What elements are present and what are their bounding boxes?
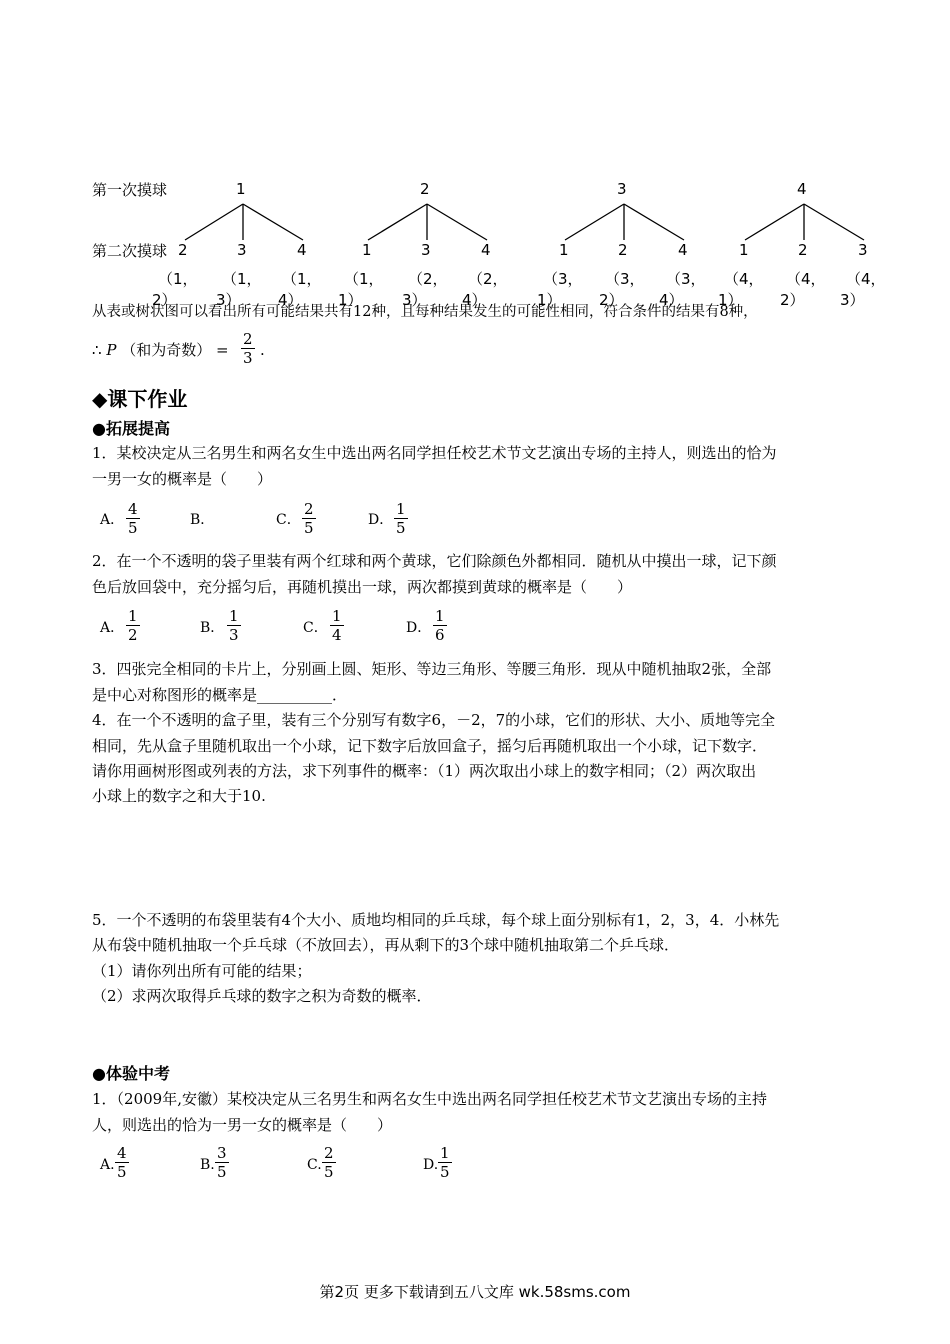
- e1-option-b-fraction: [215, 1144, 229, 1181]
- tree-first-3: 3: [617, 180, 627, 198]
- q1-option-a-fraction: [126, 500, 140, 537]
- fraction-denominator: 6: [435, 626, 445, 644]
- pair-bottom: 2）: [599, 291, 624, 309]
- pair-bottom: 3）: [840, 291, 865, 309]
- fraction-denominator: 5: [217, 1163, 227, 1181]
- e1-option-d: D.: [423, 1157, 439, 1173]
- tree-branches-3: [565, 204, 684, 240]
- fraction-denominator: 2: [128, 626, 138, 644]
- pair-bottom: 3）: [216, 291, 241, 309]
- e1-line1: 1．（2009年,安徽）某校决定从三名男生和两名女生中选出两名同学担任校艺术节文艺演出专场的主持: [92, 1090, 767, 1108]
- pair-bottom: 4）: [278, 291, 303, 309]
- q2-line1: 2．在一个不透明的袋子里装有两个红球和两个黄球，它们除颜色外都相同．随机从中摸出一球，记下颜: [92, 552, 777, 570]
- fraction-numerator: 2: [324, 1144, 334, 1162]
- pair-bottom: 4）: [462, 291, 487, 309]
- q3-line2: 是中心对称图形的概率是__________．: [92, 686, 348, 704]
- e1-line2: 人，则选出的恰为一男一女的概率是（ ）: [92, 1116, 393, 1134]
- equals-sign: =: [216, 341, 229, 359]
- e1-option-d-fraction: [438, 1144, 452, 1181]
- q5-line3: （1）请你列出所有可能的结果；: [92, 962, 312, 980]
- fraction-denominator: 5: [440, 1163, 450, 1181]
- q1-option-c: C．: [276, 512, 301, 528]
- fraction-denominator: 5: [304, 519, 314, 537]
- e1-option-c-fraction: [322, 1144, 336, 1181]
- fraction-numerator: 4: [117, 1144, 127, 1162]
- explanation-line1: 从表或树状图可以看出所有可能结果共有12种，且每种结果发生的可能性相同，符合条件的结果有8种，: [92, 304, 758, 320]
- tree-branches-2: [368, 204, 487, 240]
- pair-top: （3，: [605, 270, 645, 288]
- q4-line4: 小球上的数字之和大于10.: [92, 787, 266, 805]
- fraction-denominator: 3: [243, 349, 253, 367]
- tree-first-2: 2: [420, 180, 430, 198]
- q1-option-c-fraction: [302, 500, 316, 537]
- page-footer: 第2页 更多下载请到五八文库 wk.58sms.com: [319, 1283, 631, 1301]
- q2-line2: 色后放回袋中，充分摇匀后，再随机摸出一球，两次都摸到黄球的概率是（ ）: [92, 578, 633, 596]
- e1-option-c: C.: [307, 1157, 322, 1173]
- q4-line2: 相同，先从盒子里随机取出一个小球，记下数字后放回盒子，摇匀后再随机取出一个小球，记下数字．: [92, 737, 768, 755]
- q5-line4: （2）求两次取得乒乓球的数字之积为奇数的概率．: [92, 987, 432, 1005]
- tree-second: 2: [798, 241, 808, 259]
- q2-option-b-fraction: [227, 607, 241, 644]
- tree-second: 3: [237, 241, 247, 259]
- pair-top: （4，: [846, 270, 886, 288]
- pair-bottom: 3）: [402, 291, 427, 309]
- e1-option-a-fraction: [115, 1144, 129, 1181]
- fraction-denominator: 5: [396, 519, 406, 537]
- explanation-line2: [92, 340, 229, 360]
- fraction-numerator: 1: [396, 500, 406, 518]
- tree-second: 4: [297, 241, 307, 259]
- pair-bottom: 2）: [780, 291, 805, 309]
- fraction-numerator: 1: [440, 1144, 450, 1162]
- fraction-numerator: 3: [217, 1144, 227, 1162]
- fraction-numerator: 2: [304, 500, 314, 518]
- pair-bottom: 2）: [152, 291, 177, 309]
- pair-top: （4，: [724, 270, 764, 288]
- fraction-denominator: 5: [324, 1163, 334, 1181]
- q1-option-a: A．: [100, 512, 125, 528]
- explanation-end: .: [260, 341, 265, 359]
- tree-second: 4: [678, 241, 688, 259]
- answer-fraction: [241, 330, 255, 367]
- tree-branches-1: [185, 204, 303, 240]
- q1-option-b: B．: [190, 512, 215, 528]
- q1-line1: 1．某校决定从三名男生和两名女生中选出两名同学担任校艺术节文艺演出专场的主持人，则选出的恰为: [92, 444, 777, 462]
- q3-line1: 3．四张完全相同的卡片上，分别画上圆、矩形、等边三角形、等腰三角形．现从中随机抽取2张，全部: [92, 660, 772, 678]
- fraction-denominator: 5: [128, 519, 138, 537]
- fraction-numerator: 1: [128, 607, 138, 625]
- pair-top: （3，: [666, 270, 706, 288]
- q1-option-d-fraction: [394, 500, 408, 537]
- pair-bottom: 1）: [537, 291, 562, 309]
- q2-option-a: A．: [100, 620, 125, 636]
- fraction-numerator: 1: [229, 607, 239, 625]
- q5-line1: 5．一个不透明的布袋里装有4个大小、质地均相同的乒乓球，每个球上面分别标有1，2，3，4．小林先: [92, 911, 780, 929]
- section-title: ◆课下作业: [92, 387, 188, 411]
- pair-top: （2，: [408, 270, 448, 288]
- q4-line1: 4．在一个不透明的盒子里，装有三个分别写有数字6，－2，7的小球，它们的形状、大小、质地等完全: [92, 711, 776, 729]
- q5-line2: 从布袋中随机抽取一个乒乓球（不放回去），再从剩下的3个球中随机抽取第二个乒乓球．: [92, 936, 680, 954]
- q2-option-d-fraction: [433, 607, 447, 644]
- fraction-denominator: 5: [117, 1163, 127, 1181]
- pair-top: （1，: [158, 270, 198, 288]
- tree-branches-4: [745, 204, 864, 240]
- q2-option-b: B．: [200, 620, 225, 636]
- pair-top: （4，: [786, 270, 826, 288]
- tree-second: 1: [559, 241, 569, 259]
- pair-top: （2，: [468, 270, 508, 288]
- fraction-denominator: 3: [229, 626, 239, 644]
- q2-option-d: D．: [406, 620, 432, 636]
- tree-second: 3: [421, 241, 431, 259]
- pair-bottom: 1）: [718, 291, 743, 309]
- pair-top: （1，: [282, 270, 322, 288]
- q2-option-c: C．: [303, 620, 328, 636]
- q1-line2: 一男一女的概率是（ ）: [92, 470, 273, 488]
- tree-row2-label: 第二次摸球: [92, 242, 168, 260]
- tree-first-1: 1: [236, 180, 246, 198]
- fraction-denominator: 4: [332, 626, 342, 644]
- pair-top: （1，: [222, 270, 262, 288]
- fraction-numerator: 4: [128, 500, 138, 518]
- tree-second: 1: [739, 241, 749, 259]
- tree-second: 4: [481, 241, 491, 259]
- tree-second: 2: [178, 241, 188, 259]
- tree-row1-label: 第一次摸球: [92, 181, 168, 199]
- pair-top: （1，: [344, 270, 384, 288]
- subsection-title-exam: ●体验中考: [92, 1064, 170, 1083]
- fraction-numerator: 1: [435, 607, 445, 625]
- pair-bottom: 4）: [659, 291, 684, 309]
- e1-option-b: B.: [200, 1157, 215, 1173]
- pair-top: （3，: [543, 270, 583, 288]
- probability-symbol: P: [106, 341, 117, 359]
- pair-bottom: 1）: [338, 291, 363, 309]
- q2-option-c-fraction: [330, 607, 344, 644]
- q1-option-d: D．: [368, 512, 394, 528]
- therefore-symbol: ∴: [92, 341, 102, 359]
- subsection-title-extension: ●拓展提高: [92, 419, 170, 438]
- tree-second: 3: [858, 241, 868, 259]
- tree-second: 2: [618, 241, 628, 259]
- fraction-numerator: 1: [332, 607, 342, 625]
- q4-line3: 请你用画树形图或列表的方法，求下列事件的概率：（1）两次取出小球上的数字相同；（2）两次取出: [92, 762, 757, 780]
- q2-option-a-fraction: [126, 607, 140, 644]
- fraction-numerator: 2: [243, 330, 253, 348]
- tree-second: 1: [362, 241, 372, 259]
- probability-event: （和为奇数）: [121, 341, 212, 359]
- e1-option-a: A.: [100, 1157, 115, 1173]
- tree-first-4: 4: [797, 180, 807, 198]
